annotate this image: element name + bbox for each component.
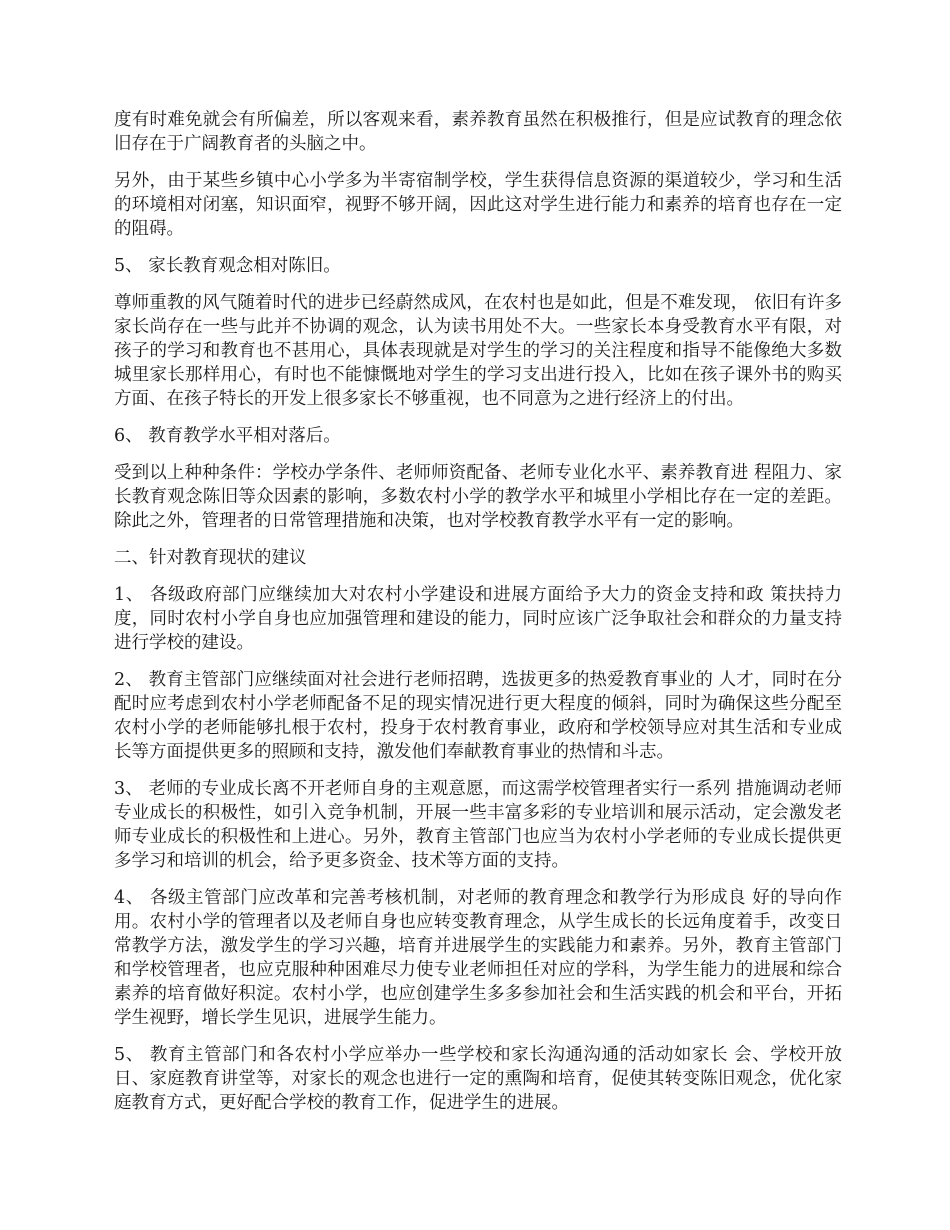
suggestion-item-3: 3、 老师的专业成长离不开老师自身的主观意愿，而这需学校管理者实行一系列 措施调动老师专业成长的积极性，如引入竞争机制，开展一些丰富多彩的专业培训和展示活动，定会激发老师专业成长的积极性和上进心。另外，教育主管部门也应当为农村小学老师的专业成长提供更多学习和培训的机会，给予更多资金、技术等方面的支持。 <box>114 779 842 871</box>
heading-teaching-level: 6、 教育教学水平相对落后。 <box>114 426 341 446</box>
paragraph-bias-continuation: 度有时难免就会有所偏差，所以客观来看，素养教育虽然在积极推行，但是应试教育的理念依旧存在于广阔教育者的头脑之中。 <box>114 110 842 154</box>
paragraph-parent-views: 尊师重教的风气随着时代的进步已经蔚然成风，在农村也是如此，但是不难发现， 依旧有许多家长尚存在一些与此并不协调的观念，认为读书用处不大。一些家长本身受教育水平有限，对孩子的学习和教育也不甚用心，具体表现就是对学生的学习的关注程度和指导不能像绝大多数城里家长那样用心，有时也不能慷慨地对学生的学习支出进行投入，比如在孩子课外书的购买方面、在孩子特长的开发上很多家长不够重视，也不同意为之进行经济上的付出。 <box>114 293 842 409</box>
paragraph-boarding-school: 另外，由于某些乡镇中心小学多为半寄宿制学校，学生获得信息资源的渠道较少，学习和生活的环境相对闭塞，知识面窄，视野不够开阔，因此这对学生进行能力和素养的培育也存在一定的阻碍。 <box>114 171 842 239</box>
suggestion-item-1: 1、 各级政府部门应继续加大对农村小学建设和进展方面给予大力的资金支持和政 策扶持力度，同时农村小学自身也应加强管理和建设的能力，同时应该广泛争取社会和群众的力量支持进行学校的建设。 <box>114 585 842 653</box>
document-body <box>114 108 842 1128</box>
suggestion-item-4: 4、 各级主管部门应改革和完善考核机制，对老师的教育理念和教学行为形成良 好的导向作用。农村小学的管理者以及老师自身也应转变教育理念，从学生成长的长远角度着手，改变日常教学方法，激发学生的学习兴趣，培育并进展学生的实践能力和素养。另外，教育主管部门和学校管理者，也应克服种种困难尽力使专业老师担任对应的学科，为学生能力的进展和综合素养的培育做好积淀。农村小学，也应创建学生多多参加社会和生活实践的机会和平台，开拓学生视野，增长学生见识，进展学生能力。 <box>114 888 842 1028</box>
section-heading-suggestions: 二、针对教育现状的建议 <box>114 548 307 568</box>
suggestion-item-5: 5、 教育主管部门和各农村小学应举办一些学校和家长沟通沟通的活动如家长 会、学校开放日、家庭教育讲堂等，对家长的观念也进行一定的熏陶和培育，促使其转变陈旧观念，优化家庭教育方式，更好配合学校的教育工作，促进学生的进展。 <box>114 1045 842 1113</box>
paragraph-teaching-level: 受到以上种种条件：学校办学条件、老师师资配备、老师专业化水平、素养教育进 程阻力、家长教育观念陈旧等众因素的影响，多数农村小学的教学水平和城里小学相比存在一定的差距。除此之外，管理者的日常管理措施和决策，也对学校教育教学水平有一定的影响。 <box>114 463 842 531</box>
suggestion-item-2: 2、 教育主管部门应继续面对社会进行老师招聘，选拔更多的热爱教育事业的 人才，同时在分配时应考虑到农村小学老师配备不足的现实情况进行更大程度的倾斜，同时为确保这些分配至农村小学的老师能够扎根于农村，投身于农村教育事业，政府和学校领导应对其生活和专业成长等方面提供更多的照顾和支持，激发他们奉献教育事业的热情和斗志。 <box>114 670 842 762</box>
heading-parent-views: 5、 家长教育观念相对陈旧。 <box>114 256 341 276</box>
